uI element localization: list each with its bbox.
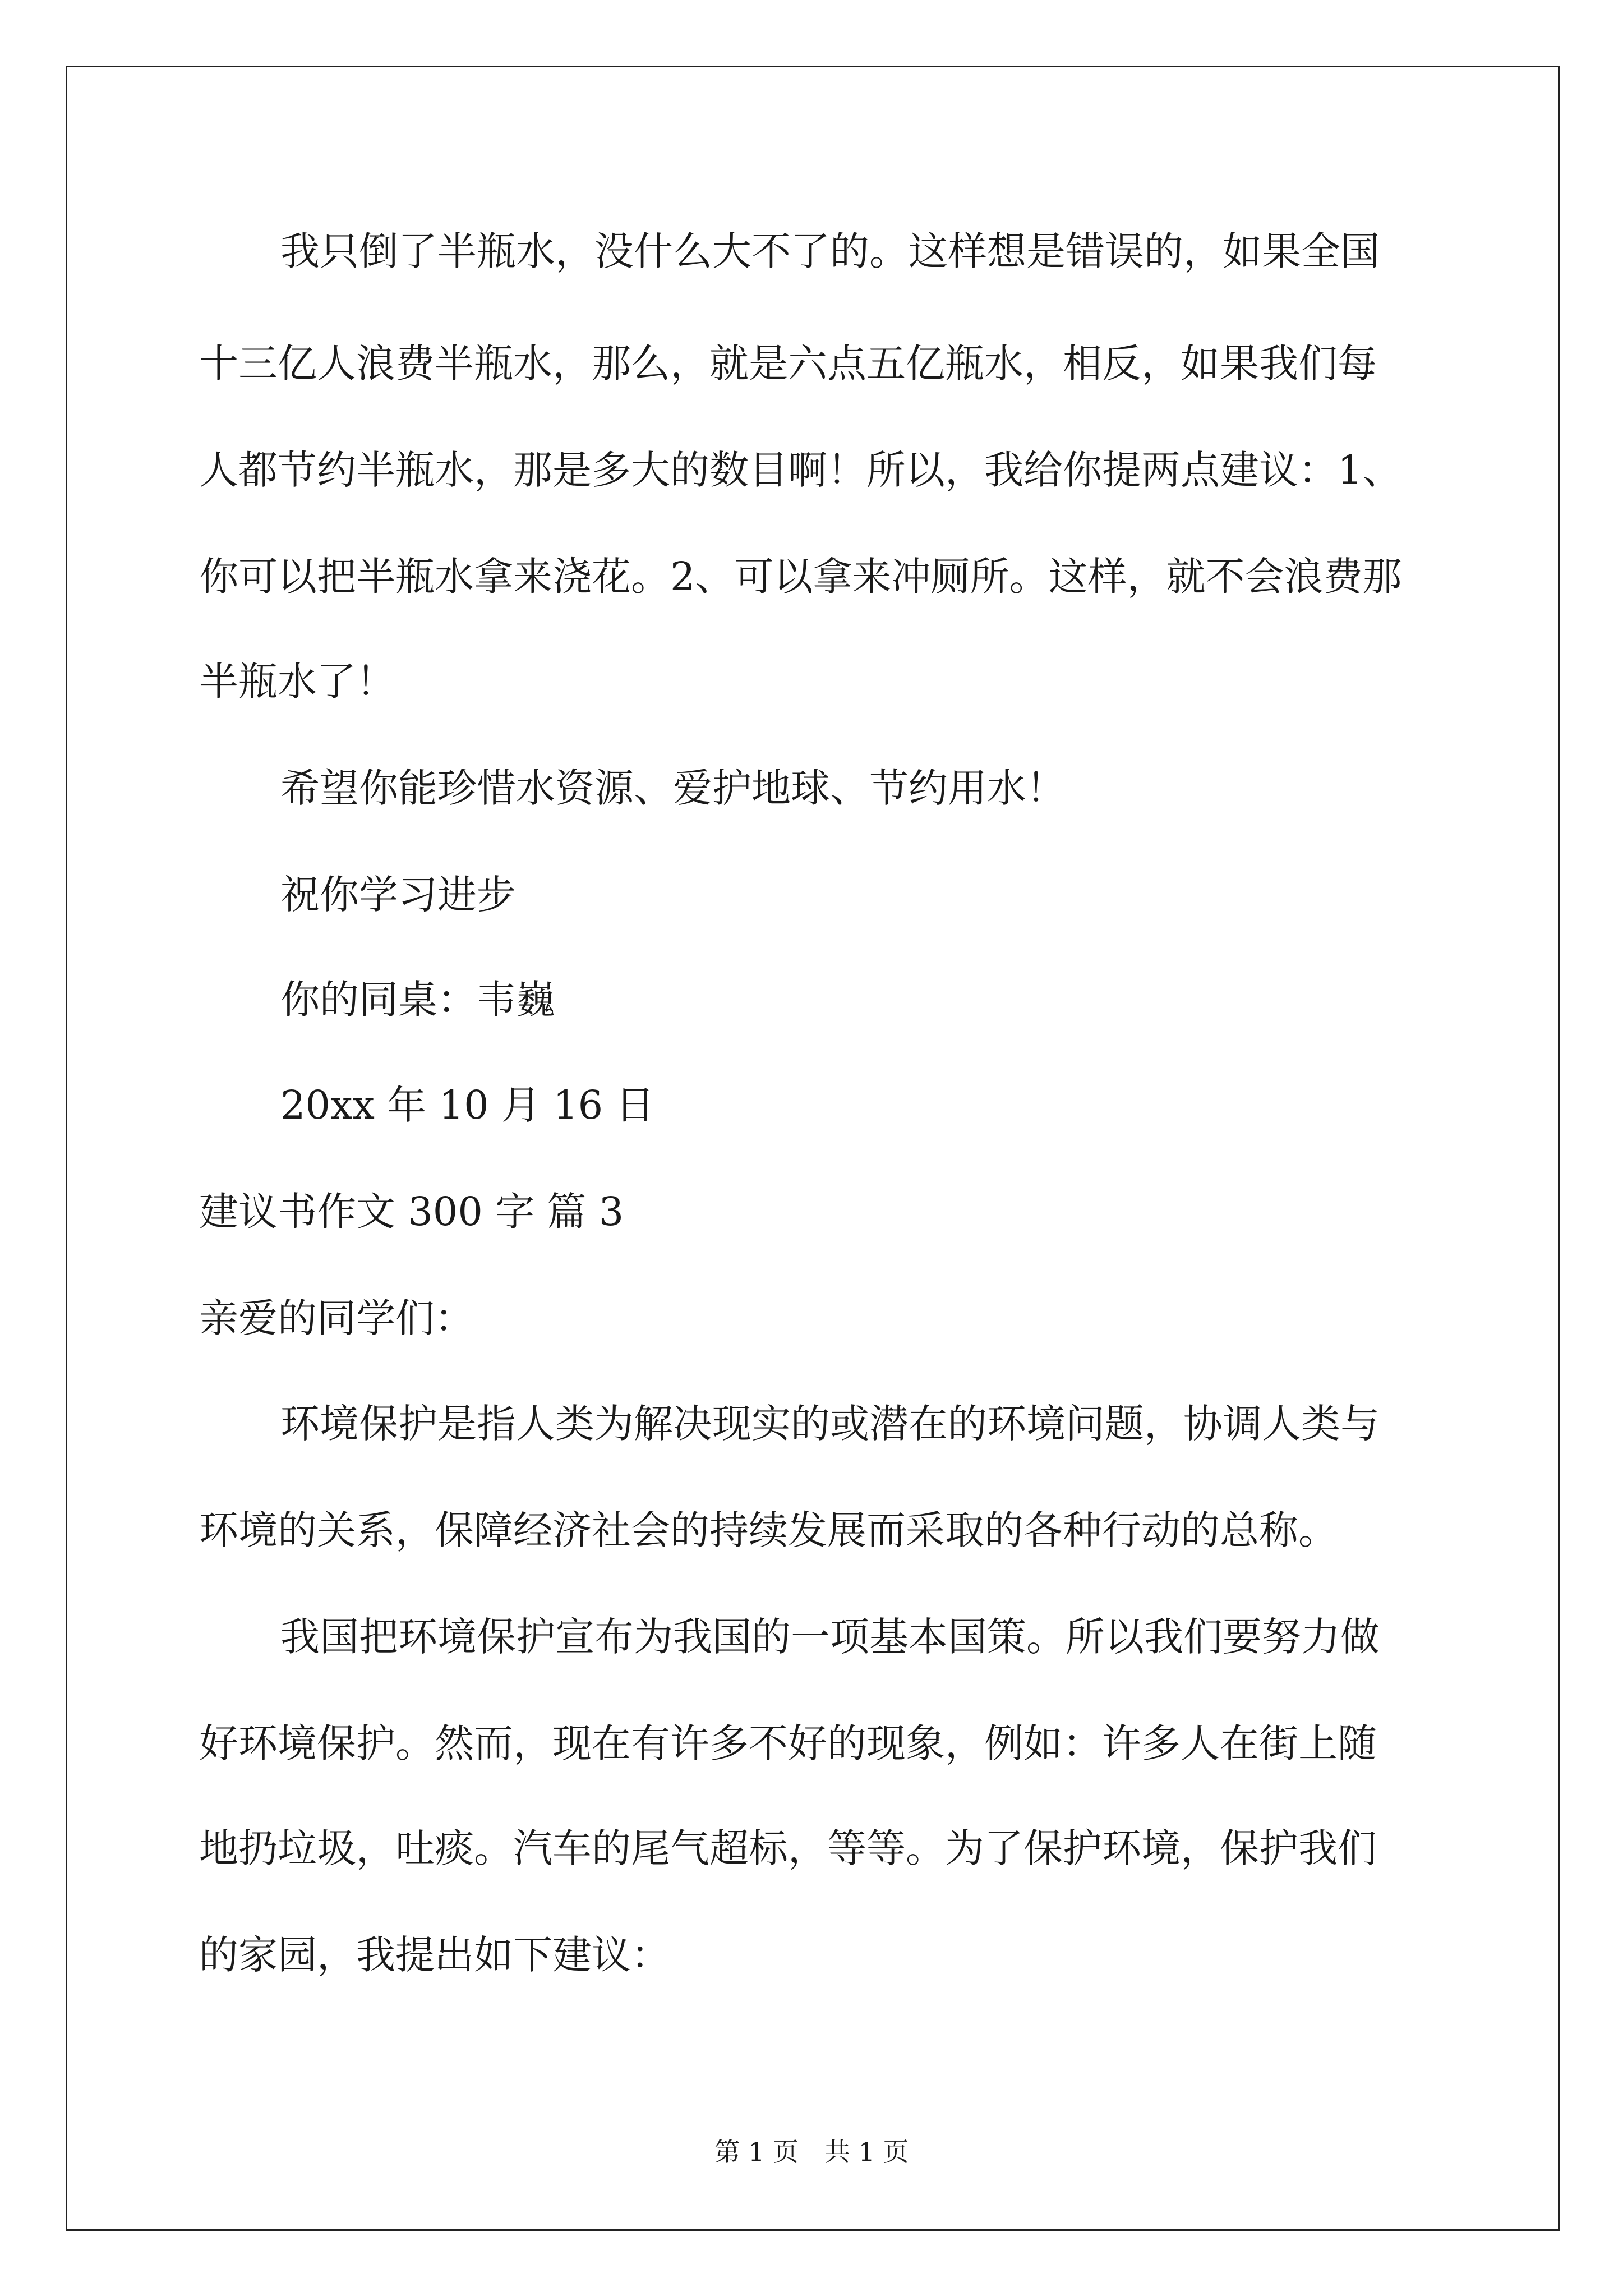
paragraph-line: 希望你能珍惜水资源、爱护地球、节约用水！ — [280, 765, 1066, 811]
date-line: 20xx 年 10 月 16 日 — [280, 1082, 655, 1128]
paragraph-line: 地扔垃圾，吐痰。汽车的尾气超标，等等。为了保护环境，保护我们 — [199, 1825, 1377, 1871]
paragraph-line: 环境的关系，保障经济社会的持续发展而采取的各种行动的总称。 — [199, 1507, 1338, 1553]
salutation-line: 亲爱的同学们： — [199, 1295, 474, 1341]
page-border — [66, 66, 1560, 2231]
paragraph-line: 你可以把半瓶水拿来浇花。2、可以拿来冲厕所。这样，就不会浪费那 — [199, 554, 1402, 600]
paragraph-line: 好环境保护。然而，现在有许多不好的现象，例如：许多人在街上随 — [199, 1720, 1377, 1766]
closing-line: 祝你学习进步 — [280, 872, 516, 918]
paragraph-line: 人都节约半瓶水，那是多大的数目啊！所以，我给你提两点建议：1、 — [199, 447, 1402, 493]
paragraph-line: 我只倒了半瓶水，没什么大不了的。这样想是错误的，如果全国 — [280, 228, 1380, 274]
paragraph-line: 我国把环境保护宣布为我国的一项基本国策。所以我们要努力做 — [280, 1614, 1380, 1660]
paragraph-line: 的家园，我提出如下建议： — [199, 1932, 670, 1978]
signature-line: 你的同桌：韦巍 — [280, 977, 555, 1023]
paragraph-line: 十三亿人浪费半瓶水，那么，就是六点五亿瓶水，相反，如果我们每 — [199, 341, 1377, 386]
page-number-footer: 第 1 页 共 1 页 — [714, 2137, 909, 2167]
section-heading: 建议书作文 300 字 篇 3 — [199, 1189, 624, 1235]
paragraph-line: 环境保护是指人类为解决现实的或潜在的环境问题，协调人类与 — [280, 1401, 1380, 1447]
paragraph-line: 半瓶水了！ — [199, 659, 395, 705]
